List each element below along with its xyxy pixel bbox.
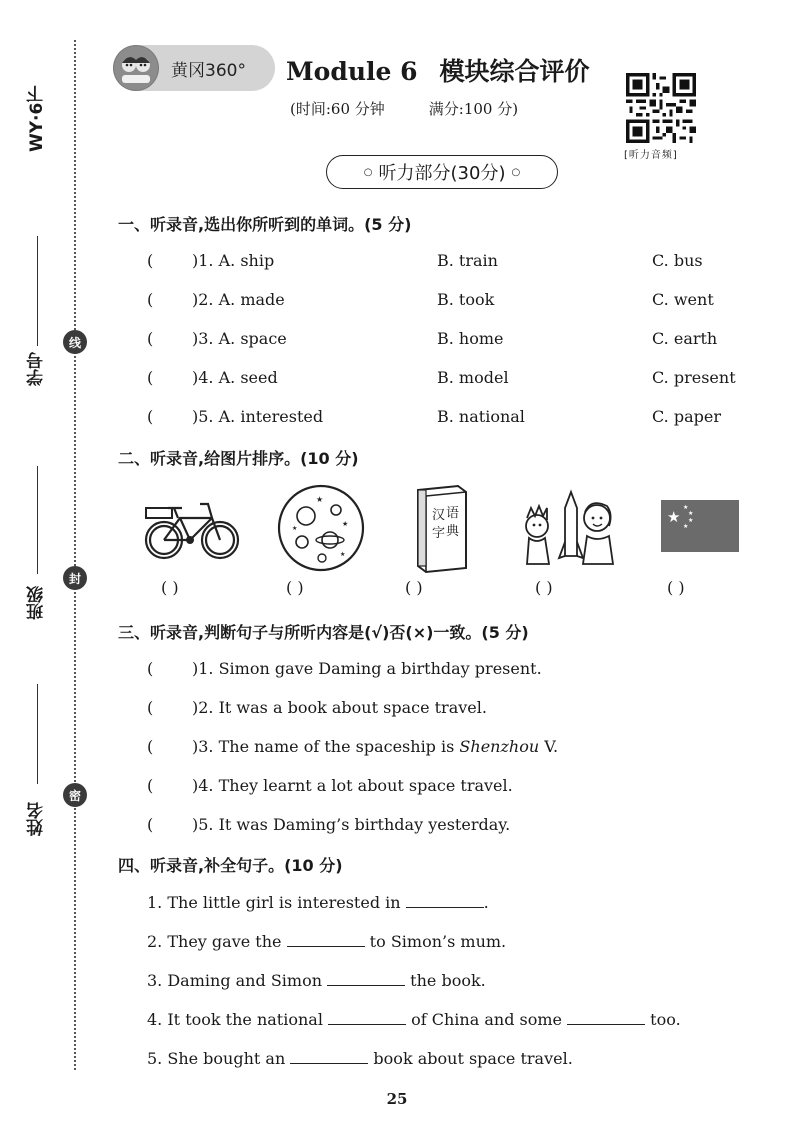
fill-sentence-2	[147, 932, 506, 951]
option-a: )1. A. ship	[192, 251, 275, 270]
sentence-part: 5. She bought an	[147, 1049, 291, 1068]
class-label: 班级	[27, 586, 47, 620]
full-score: 满分:100 分)	[428, 100, 519, 118]
answer-blank[interactable]	[328, 1010, 406, 1025]
answer-paren[interactable]: (	[147, 659, 154, 678]
banner-dot-icon: ○	[511, 166, 521, 178]
picture-answer-paren[interactable]: ( )	[535, 578, 553, 597]
option-b: B. model	[437, 368, 509, 387]
statement-2: )2. It was a book about space travel.	[192, 698, 487, 717]
answer-paren[interactable]: (	[147, 698, 154, 717]
answer-paren[interactable]: (	[147, 776, 154, 795]
option-a: )5. A. interested	[192, 407, 324, 426]
answer-paren[interactable]: (	[147, 290, 154, 309]
answer-blank[interactable]	[287, 932, 365, 947]
option-b: B. train	[437, 251, 498, 270]
option-c: C. bus	[652, 251, 703, 270]
answer-paren[interactable]: (	[147, 329, 154, 348]
statement-1: )1. Simon gave Daming a birthday present.	[192, 659, 542, 678]
sentence-part: to Simon’s mum.	[364, 932, 507, 951]
answer-blank[interactable]	[567, 1010, 645, 1025]
fill-sentence-1	[147, 893, 489, 912]
answer-paren[interactable]: (	[147, 251, 154, 270]
picture-answer-paren[interactable]: ( )	[667, 578, 685, 597]
module-number: Module 6	[286, 57, 418, 86]
svg-text:★: ★	[292, 525, 298, 532]
cut-mark-line: 线	[63, 330, 87, 354]
statement-3-text: )3. The name of the spaceship is	[192, 737, 460, 756]
class-rule	[37, 466, 38, 574]
page-number: 25	[386, 1090, 408, 1108]
answer-paren[interactable]: (	[147, 407, 154, 426]
sentence-part: 4. It took the national	[147, 1010, 329, 1029]
fill-sentence-5	[147, 1049, 573, 1068]
qr-caption: [听力音频]	[624, 150, 678, 161]
name-label: 姓名	[27, 802, 47, 836]
student-id-label: 学号	[27, 352, 47, 386]
sentence-part: book about space travel.	[368, 1049, 573, 1068]
section4-heading: 四、听录音,补全句子。(10 分)	[118, 856, 343, 875]
sentence-part: the book.	[405, 971, 486, 990]
svg-text:★: ★	[667, 508, 681, 526]
svg-text:★: ★	[688, 517, 694, 524]
name-rule	[37, 684, 38, 784]
listening-section-banner	[326, 155, 558, 189]
answer-blank[interactable]	[406, 893, 484, 908]
sentence-part: .	[483, 893, 489, 912]
option-a: )4. A. seed	[192, 368, 278, 387]
statement-3-tail: V.	[539, 737, 559, 756]
exam-info	[290, 98, 562, 119]
sentence-part: 3. Daming and Simon	[147, 971, 328, 990]
sentence-part: 1. The little girl is interested in	[147, 893, 406, 912]
book-char: 典	[446, 524, 460, 539]
svg-text:★: ★	[340, 551, 346, 558]
picture-answer-paren[interactable]: ( )	[161, 578, 179, 597]
bicycle-icon	[142, 478, 242, 578]
title-text: 模块综合评价	[439, 57, 590, 86]
answer-blank[interactable]	[327, 971, 405, 986]
answer-paren[interactable]: (	[147, 815, 154, 834]
svg-text:★: ★	[683, 523, 689, 530]
answer-blank[interactable]	[290, 1049, 368, 1064]
page-title	[286, 52, 612, 88]
spaceship-name: Shenzhou	[459, 737, 540, 756]
book-char: 语	[446, 506, 460, 521]
answer-paren[interactable]: (	[147, 368, 154, 387]
sentence-part: 2. They gave the	[147, 932, 287, 951]
answer-paren[interactable]: (	[147, 737, 154, 756]
option-b: B. national	[437, 407, 525, 426]
brand-mascot-icon	[113, 45, 159, 91]
brand-badge	[113, 45, 275, 91]
cut-mark-seal: 封	[63, 566, 87, 590]
option-c: C. earth	[652, 329, 718, 348]
option-a: )3. A. space	[192, 329, 287, 348]
chinese-book-icon	[410, 478, 470, 578]
statement-4: )4. They learnt a lot about space travel.	[192, 776, 513, 795]
book-char: 汉	[432, 508, 446, 523]
china-flag-icon	[661, 500, 739, 552]
sentence-part: of China and some	[406, 1010, 568, 1029]
cut-line	[74, 40, 76, 1070]
picture-answer-paren[interactable]: ( )	[286, 578, 304, 597]
qr-code-icon[interactable]	[626, 73, 696, 143]
sentence-part: too.	[645, 1010, 681, 1029]
svg-text:★: ★	[342, 520, 349, 528]
option-b: B. took	[437, 290, 495, 309]
fill-sentence-3	[147, 971, 486, 990]
option-a: )2. A. made	[192, 290, 285, 309]
book-char: 字	[432, 526, 446, 541]
picture-answer-paren[interactable]: ( )	[405, 578, 423, 597]
cut-mark-secret: 密	[63, 783, 87, 807]
section1-heading: 一、听录音,选出你所听到的单词。(5 分)	[118, 215, 412, 234]
fill-sentence-4	[147, 1010, 681, 1029]
banner-text: 听力部分(30分)	[378, 163, 506, 184]
statement-5: )5. It was Daming’s birthday yesterday.	[192, 815, 511, 834]
svg-text:★: ★	[688, 510, 694, 517]
student-id-rule	[37, 236, 38, 346]
svg-text:★: ★	[683, 504, 689, 511]
series-label: WY·6下	[27, 85, 47, 152]
option-c: C. paper	[652, 407, 721, 426]
banner-dot-icon: ○	[363, 166, 373, 178]
svg-text:★: ★	[316, 495, 324, 504]
planets-icon	[276, 478, 366, 578]
brand-name: 黄冈360°	[171, 61, 246, 81]
option-c: C. went	[652, 290, 714, 309]
space-model-icon	[517, 478, 617, 578]
option-c: C. present	[652, 368, 736, 387]
time-limit: (时间:60 分钟	[290, 100, 385, 118]
statement-3	[192, 737, 558, 756]
section2-heading: 二、听录音,给图片排序。(10 分)	[118, 449, 359, 468]
option-b: B. home	[437, 329, 504, 348]
section3-heading: 三、听录音,判断句子与所听内容是(√)否(×)一致。(5 分)	[118, 623, 529, 642]
